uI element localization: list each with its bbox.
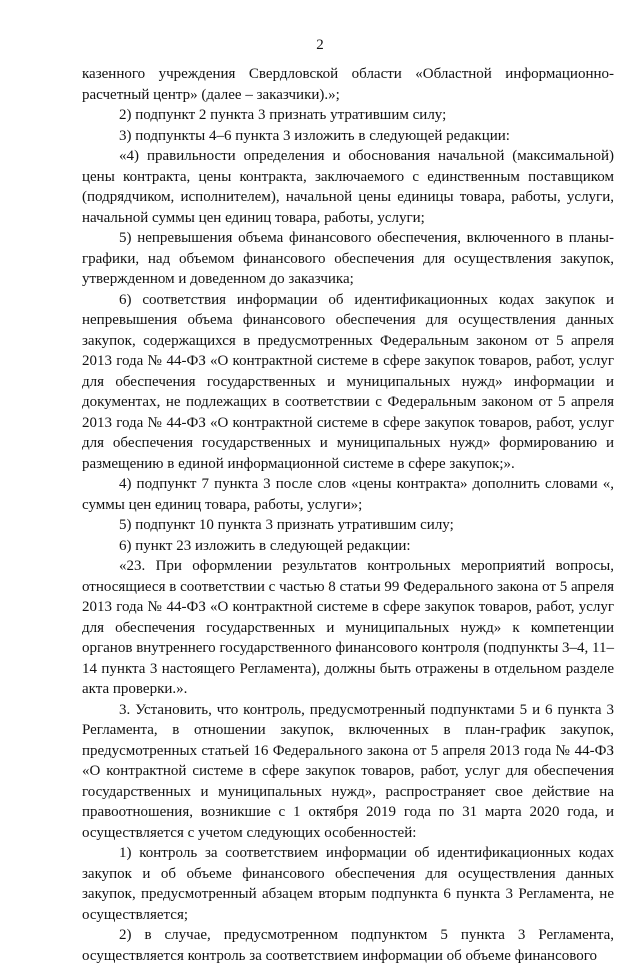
paragraph: 6) соответствия информации об идентификационных кодах закупок и непревышения объема финансового обеспечения для осуществления данных закупок, содержащихся в предусмотренных Федеральным законом от 5 апреля 2013 года № 44-ФЗ «О контрактной системе в сфере закупок товаров, работ, услуг для обеспечения государственных и муниципальных нужд» информации и документах, не подлежащих в соответствии с Федеральным законом от 5 апреля 2013 года № 44-ФЗ «О контрактной системе в сфере закупок товаров, работ, услуг для обеспечения государственных и муниципальных нужд» формированию и размещению в единой информационной системе в сфере закупок;». <box>82 291 614 472</box>
paragraph: 4) подпункт 7 пункта 3 после слов «цены контракта» дополнить словами «, суммы цен единиц товара, работы, услуги»; <box>82 476 614 513</box>
paragraph: «4) правильности определения и обоснования начальной (максимальной) цены контракта, цены контракта, заключаемого с единственным поставщиком (подрядчиком, исполнителем), начальной цены единицы товара, работы, услуги, начальной суммы цен единиц товара, работы, услуги; <box>82 148 614 226</box>
paragraph: 5) подпункт 10 пункта 3 признать утратившим силу; <box>119 517 454 533</box>
paragraph: 2) подпункт 2 пункта 3 признать утратившим силу; <box>119 107 447 123</box>
paragraph: 2) в случае, предусмотренном подпунктом 5 пункта 3 Регламента, осуществляется контроль за соответствием информации об объеме финансового <box>82 927 614 964</box>
paragraph: «23. При оформлении результатов контрольных мероприятий вопросы, относящиеся в соответствии с частью 8 статьи 99 Федерального закона от 5 апреля 2013 года № 44-ФЗ «О контрактной системе в сфере закупок товаров, работ, услуг для обеспечения государственных и муниципальных нужд» к компетенции органов внутреннего государственного финансового контроля (подпункты 3–4, 11–14 пункта 3 настоящего Регламента), должны быть отражены в отдельном разделе акта проверки.». <box>82 558 614 697</box>
paragraph: 3) подпункты 4–6 пункта 3 изложить в следующей редакции: <box>119 127 510 144</box>
paragraph-continuation: казенного учреждения Свердловской области «Областной информационно-расчетный центр» (далее – заказчики).»; <box>82 66 614 103</box>
paragraph: 5) непревышения объема финансового обеспечения, включенного в планы-графики, над объемом финансового обеспечения для осуществления закупок, утвержденном и доведенном до заказчика; <box>82 230 614 287</box>
document-body <box>82 64 614 966</box>
paragraph: 1) контроль за соответствием информации об идентификационных кодах закупок и об объеме финансового обеспечения для осуществления данных закупок, предусмотренный абзацем вторым подпункта 6 пункта 3 Регламента, не осуществляется; <box>82 845 614 923</box>
page-number: 2 <box>316 37 324 53</box>
paragraph: 6) пункт 23 изложить в следующей редакции: <box>119 537 411 554</box>
paragraph: 3. Установить, что контроль, предусмотренный подпунктами 5 и 6 пункта 3 Регламента, в отношении закупок, включенных в план-график закупок, предусмотренных статьей 16 Федерального закона от 5 апреля 2013 года № 44-ФЗ «О контрактной системе в сфере закупок товаров, работ, услуг для обеспечения государственных и муниципальных нужд», распространяет свое действие на правоотношения, возникшие с 1 октября 2019 года по 31 марта 2020 года, и осуществляется с учетом следующих особенностей: <box>82 701 614 841</box>
